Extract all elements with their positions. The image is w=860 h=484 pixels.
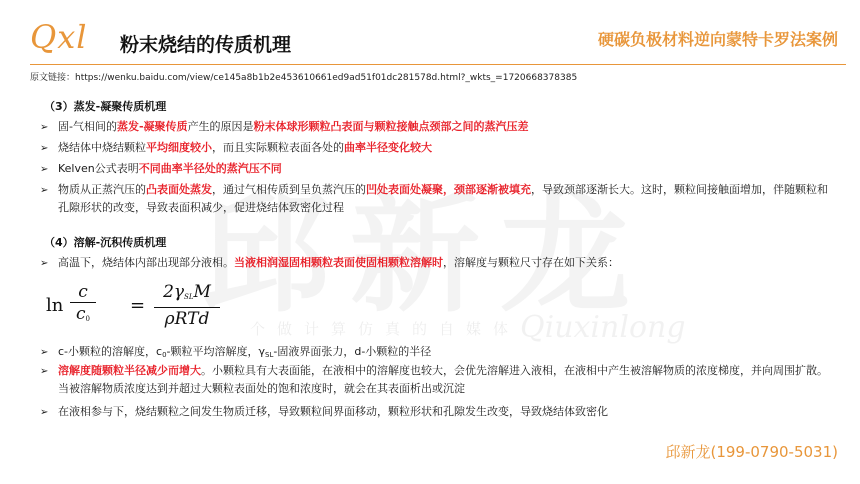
highlight-text: 溶解度随颗粒半径减少而增大 — [58, 364, 201, 377]
arrow-bullet-icon: ➢ — [40, 347, 49, 358]
item-text: 固-气相间的 — [58, 120, 117, 133]
formula-lhs-fraction — [70, 282, 96, 330]
arrow-bullet-icon: ➢ — [40, 185, 49, 196]
watermark-signature: Qiuxinlong — [520, 310, 686, 345]
highlight-text: 粉末体球形颗粒凸表面与颗粒接触点颈部之间的蒸汽压差 — [253, 120, 529, 133]
list-item — [40, 403, 830, 422]
page-title: 粉末烧结的传质机理 — [120, 34, 292, 56]
formula-rhs-num: $2\gamma_{SL}M$ — [163, 282, 211, 302]
author-contact: 邱新龙(199-0790-5031) — [665, 443, 838, 461]
arrow-bullet-icon: ➢ — [40, 143, 49, 154]
item-text: Kelven公式表明 — [58, 162, 139, 175]
item-text: 烧结体中烧结颗粒 — [58, 141, 146, 154]
header-divider — [30, 64, 846, 65]
highlight-text: 蒸发-凝聚传质 — [116, 120, 188, 133]
item-text: ，通过气相传质到呈负蒸汽压的 — [212, 183, 366, 196]
list-item — [40, 181, 830, 214]
formula-lhs-den: $c_0$ — [76, 304, 90, 324]
formula-ln: ln — [46, 295, 64, 316]
item-text: 产生的原因是 — [187, 120, 254, 133]
highlight-text: 凸表面处蒸发 — [146, 183, 212, 196]
formula-rhs-fraction — [154, 282, 220, 330]
list-item — [40, 160, 830, 179]
item-text: -颗粒平均溶解度，γ — [166, 345, 266, 358]
formula-equals: = — [130, 295, 146, 316]
list-item — [40, 118, 830, 137]
arrow-bullet-icon: ➢ — [40, 164, 49, 175]
arrow-bullet-icon: ➢ — [40, 258, 49, 269]
highlight-text: 不同曲率半径处的蒸汽压不同 — [138, 162, 282, 175]
highlight-text: 凹处表面处凝聚，颈部逐渐被填充 — [366, 183, 531, 196]
formula-rhs-den: ρRTd — [164, 309, 210, 329]
item-text: 在液相参与下，烧结颗粒之间发生物质迁移，导致颗粒间界面移动，颗粒形状和孔隙发生改变，导致烧结体致密化 — [58, 405, 608, 418]
source-link-line — [30, 70, 577, 83]
highlight-text: 曲率半径变化较大 — [344, 141, 432, 154]
formula-lhs-num: c — [78, 282, 88, 302]
section-heading-dissolution: （4）溶解-沉积传质机理 — [44, 236, 167, 249]
list-item — [40, 139, 830, 158]
list-item: ➢ c-小颗粒的溶解度，$c_0-$颗粒平均溶解度，$\gamma_{SL}-$固液界面张力，d-小颗粒的半径 — [40, 343, 830, 362]
item-text: ，而且实际颗粒表面各处的 — [212, 141, 344, 154]
item-text: ，导致颈部逐渐长大。这时，颗粒间接触面增加，伴随颗粒和孔隙形状的改变，导致表面积减少，促进烧结体致密化过程 — [58, 183, 828, 214]
item-text: ，溶解度与颗粒尺寸存在如下关系： — [443, 256, 619, 269]
source-label: 原文链接： — [30, 73, 76, 83]
item-text: 。小颗粒具有大表面能，在液相中的溶解度也较大，会优先溶解进入液相，在液相中产生被溶解物质的浓度梯度，并向周围扩散。当被溶解物质浓度达到并超过大颗粒表面处的饱和浓度时，就会在其表面析出或沉淀 — [58, 364, 828, 395]
item-text: -固液界面张力，d-小颗粒的半径 — [273, 345, 432, 358]
item-text: 高温下，烧结体内部出现部分液相。 — [58, 256, 234, 269]
item-text: 物质从正蒸汽压的 — [58, 183, 146, 196]
case-title: 硬碳负极材料逆向蒙特卡罗法案例 — [597, 30, 838, 49]
arrow-bullet-icon: ➢ — [40, 122, 49, 133]
watermark-subtext: 个做计算仿真的自媒体 — [250, 320, 521, 338]
list-item — [40, 362, 830, 395]
source-url[interactable]: https://wenku.baidu.com/view/ce145a8b1b2e453610661ed9ad51f01dc281578d.html?_wkts_=1720668378385 — [75, 73, 578, 83]
arrow-bullet-icon: ➢ — [40, 407, 49, 418]
highlight-text: 当液相润湿固相颗粒表面使固相颗粒溶解时 — [234, 256, 443, 269]
logo: Qxl — [30, 18, 88, 56]
list-item — [40, 254, 830, 273]
section-heading-evaporation: （3）蒸发-凝聚传质机理 — [44, 100, 167, 113]
highlight-text: 平均细度较小 — [146, 141, 212, 154]
item-text: c-小颗粒的溶解度，c — [58, 345, 163, 358]
arrow-bullet-icon: ➢ — [40, 366, 49, 377]
